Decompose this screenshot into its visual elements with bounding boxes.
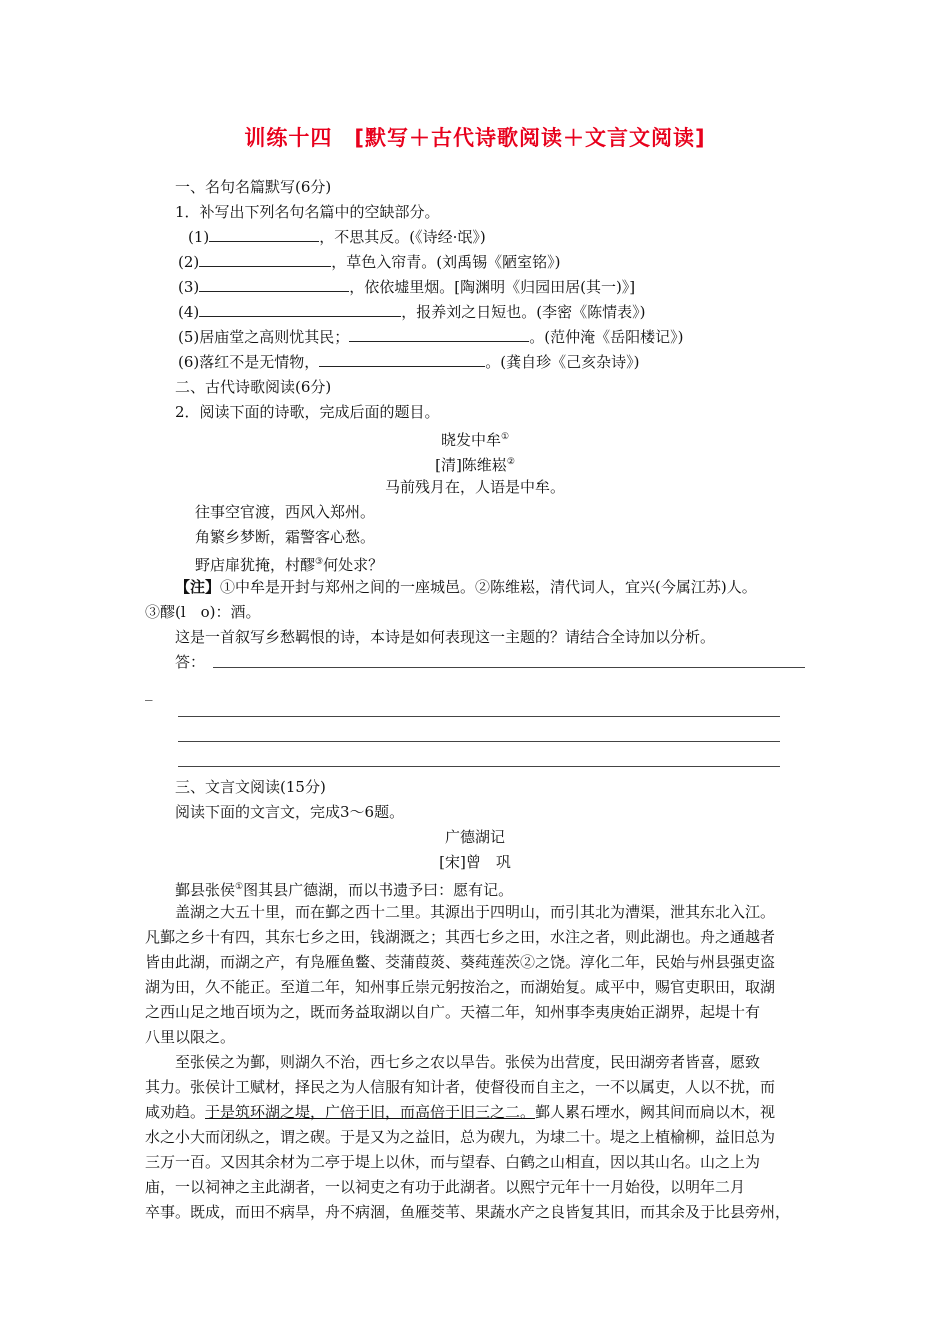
fill-item-5 [178, 327, 683, 347]
poem-notes-continued: ③醪(l o)：酒。 [145, 603, 261, 621]
fill-item-1 [188, 227, 486, 247]
question-2: 2．阅读下面的诗歌，完成后面的题目。 [175, 403, 440, 421]
text-author: [宋]曾 巩 [439, 853, 511, 871]
item-text: ，不思其反。(《诗经·氓》) [319, 228, 486, 246]
underlined-sentence: 于是筑环湖之堤，广倍于旧，而高倍于旧三之二。 [205, 1103, 536, 1121]
section1-heading: 一、名句名篇默写(6分) [175, 178, 332, 196]
question-2-prompt: 这是一首叙写乡愁羁恨的诗，本诗是如何表现这一主题的？请结合全诗加以分析。 [175, 628, 716, 646]
page-title: 训练十四 [默写＋古代诗歌阅读＋文言文阅读] [244, 126, 706, 150]
footnote-mark: ① [500, 432, 510, 442]
paragraph-2-line-1: 至张侯之为鄞，则湖久不治，西七乡之农以旱告。张侯为出营度，民田湖旁者皆喜，愿致 [175, 1053, 761, 1071]
poem-line-text: 何处求？ [323, 556, 384, 574]
answer-blank[interactable] [199, 302, 401, 317]
paragraph-1-line-6: 八里以限之。 [145, 1028, 236, 1046]
paragraph-1-line-3: 皆由此湖，而湖之产，有凫雁鱼鳖、茭蒲葭菼、葵莼莲茨②之饶。淳化二年，民始与州县强吏盗 [145, 953, 776, 971]
answer-blank[interactable] [199, 277, 349, 292]
fill-item-2 [178, 252, 560, 272]
item-number: (4) [178, 303, 200, 321]
fill-item-4 [178, 302, 645, 322]
answer-line-1[interactable] [213, 667, 805, 668]
answer-label: 答： [175, 653, 206, 671]
question-1: 1．补写出下列名句名篇中的空缺部分。 [175, 203, 440, 221]
poem-line-2: 往事空官渡，西风入郑州。 [195, 503, 376, 521]
poem-author [0, 452, 950, 475]
item-number: (1) [188, 228, 210, 246]
item-number: (2) [178, 253, 200, 271]
item-text: 。(龚自珍《己亥杂诗》) [485, 353, 640, 371]
item-text: ，报养刘之日短也。(李密《陈情表》) [401, 303, 646, 321]
text-fragment: 鄞县张侯 [175, 881, 236, 899]
poem-line-4 [195, 552, 383, 575]
answer-blank[interactable] [349, 327, 529, 342]
paragraph-2-line-7: 卒事。既成，而田不病旱，舟不病涸，鱼雁茭苇、果蔬水产之良皆复其旧，而其余及于比县旁州， [145, 1203, 791, 1221]
section2-heading: 二、古代诗歌阅读(6分) [175, 378, 332, 396]
answer-line-3[interactable] [178, 741, 780, 742]
answer-blank[interactable] [319, 352, 485, 367]
poem-title [0, 427, 950, 450]
paragraph-2-line-4: 水之小大而闭纵之，谓之碶。于是又为之益旧，总为碶九，为埭二十。堤之上植榆柳，益旧总为 [145, 1128, 776, 1146]
item-text: ，草色入帘青。(刘禹锡《陋室铭》) [331, 253, 561, 271]
text-intro-line [175, 877, 513, 900]
paragraph-2-line-5: 三万一百。又因其余材为二亭于堤上以休，而与望春、白鹤之山相直，因以其山名。山之上为 [145, 1153, 761, 1171]
text-title: 广德湖记 [444, 828, 505, 846]
text-fragment: 鄞人累石堙水，阙其间而扃以木，视 [535, 1103, 776, 1121]
note-label: 【注】 [175, 578, 221, 596]
answer-blank[interactable] [199, 252, 331, 267]
text-fragment: 咸劝趋。 [145, 1103, 206, 1121]
paragraph-1-line-5: 之西山足之地百顷为之，既而务益取湖以自广。天禧二年，知州事李夷庚始正湖界，起堤十有 [145, 1003, 761, 1021]
item-number: (3) [178, 278, 200, 296]
poem-notes [175, 577, 757, 597]
paragraph-2-line-3 [145, 1102, 775, 1122]
item-text: 。(范仲淹《岳阳楼记》) [529, 328, 684, 346]
item-text: 落红不是无情物， [199, 353, 320, 371]
item-text: ，依依墟里烟。[陶渊明《归园田居(其一)》] [349, 278, 636, 296]
fill-item-6 [178, 352, 639, 372]
item-number: (5) [178, 328, 200, 346]
answer-line-2[interactable] [178, 716, 780, 717]
section3-heading: 三、文言文阅读(15分) [175, 778, 326, 796]
item-text: 居庙堂之高则忧其民； [199, 328, 350, 346]
footnote-mark: ③ [315, 557, 324, 567]
answer-blank[interactable] [209, 227, 319, 242]
poem-line-text: 野店扉犹掩，村醪 [195, 556, 316, 574]
section3-intro: 阅读下面的文言文，完成3～6题。 [175, 803, 405, 821]
footnote-mark: ① [235, 882, 244, 892]
item-number: (6) [178, 353, 200, 371]
paragraph-1-line-4: 湖为田，久不能正。至道二年，知州事丘崇元躬按治之，而湖始复。咸平中，赐官吏职田，取湖 [145, 978, 776, 996]
poem-line-3: 角繁乡梦断，霜警客心愁。 [195, 528, 376, 546]
footnote-mark: ② [506, 457, 515, 467]
fill-item-3 [178, 277, 635, 297]
note-text: ①中牟是开封与郑州之间的一座城邑。②陈维崧，清代词人，宜兴(今属江苏)人。 [220, 578, 757, 596]
paragraph-1-line-2: 凡鄞之乡十有四，其东七乡之田，钱湖溉之；其西七乡之田，水注之者，则此湖也。舟之通越者 [145, 928, 776, 946]
paragraph-2-line-6: 庙，一以祠神之主此湖者，一以祠吏之有功于此湖者。以熙宁元年十一月始役，以明年二月 [145, 1178, 746, 1196]
paragraph-1-line-1: 盖湖之大五十里，而在鄞之西十二里。其源出于四明山，而引其北为漕渠，泄其东北入江。 [175, 903, 776, 921]
paragraph-2-line-2: 其力。张侯计工赋材，择民之为人信服有知计者，使督役而自主之，一不以属吏，人以不扰，而 [145, 1078, 776, 1096]
poem-author-text: [清]陈维崧 [435, 456, 507, 474]
text-fragment: 图其县广德湖，而以书遗予曰：愿有记。 [243, 881, 514, 899]
poem-line-1: 马前残月在，人语是中牟。 [384, 478, 565, 496]
dash-mark: _ [145, 683, 153, 701]
poem-title-text: 晓发中牟 [440, 431, 501, 449]
answer-line-4[interactable] [178, 766, 780, 767]
